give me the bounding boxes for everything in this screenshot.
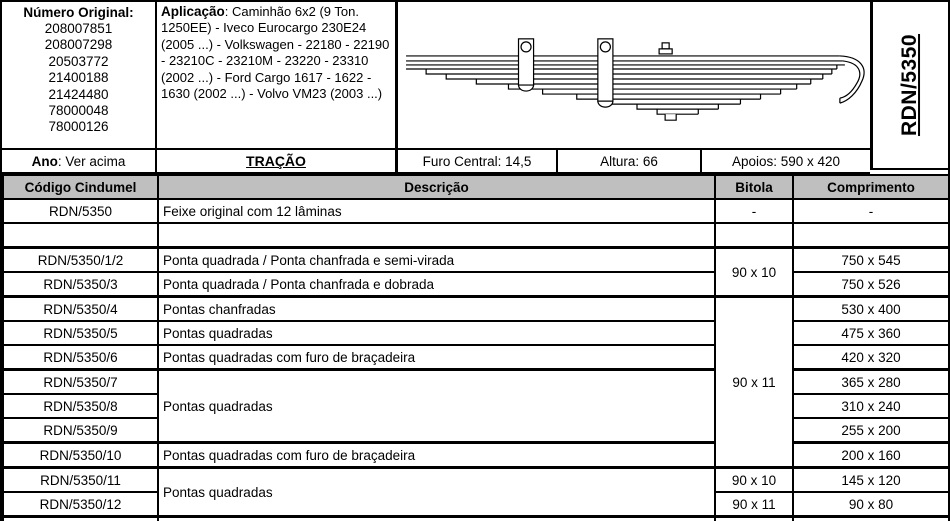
- leaf-stack-steps: [426, 69, 832, 114]
- original-number: 21400188: [48, 70, 109, 86]
- comp-cell: 255 x 200: [793, 418, 949, 443]
- code-cell: RDN/5350/8: [3, 394, 158, 418]
- desc-cell: Pontas quadradas: [158, 321, 715, 345]
- desc-cell: Pontas chanfradas: [158, 297, 715, 322]
- comp-cell: 365 x 280: [793, 370, 949, 395]
- original-number: 20503772: [48, 53, 109, 69]
- comp-cell: 200 x 160: [793, 443, 949, 468]
- table-row: [3, 345, 949, 370]
- code-cell: RDN/5350/10: [3, 443, 158, 468]
- comp-cell: 420 x 320: [793, 345, 949, 370]
- desc-cell: Ponta quadrada / Ponta chanfrada e dobrada: [158, 272, 715, 297]
- table-row: [3, 468, 949, 493]
- original-number: 21424480: [48, 86, 109, 102]
- parts-table: [2, 174, 950, 521]
- bitola-cell: -: [715, 199, 793, 223]
- height-cell: Altura: 66: [558, 150, 702, 174]
- code-cell: RDN/5350/1/2: [3, 248, 158, 273]
- th-code: Código Cindumel: [3, 175, 158, 199]
- comp-cell: 475 x 360: [793, 321, 949, 345]
- th-desc: Descrição: [158, 175, 715, 199]
- original-numbers-panel: [2, 2, 157, 150]
- application-label: Aplicação: [161, 4, 225, 19]
- clamp-left: [519, 39, 534, 91]
- table-row: [3, 199, 949, 223]
- desc-cell: Pontas quadradas: [158, 370, 715, 443]
- code-cell: RDN/5350/7: [3, 370, 158, 395]
- code-cell: RDN/5350/6: [3, 345, 158, 370]
- th-bitola: Bitola: [715, 175, 793, 199]
- original-number: 208007298: [44, 37, 113, 53]
- leaf-spring-drawing: [398, 2, 870, 148]
- leaf-end-hook: [840, 56, 864, 103]
- code-cell: RDN/5350/5: [3, 321, 158, 345]
- table-row: [3, 297, 949, 322]
- desc-cell: Feixe original com 12 lâminas: [158, 199, 715, 223]
- table-header-row: [3, 175, 949, 199]
- bottom-tab: [665, 114, 676, 120]
- code-cell: RDN/5350/4: [3, 297, 158, 322]
- model-code: RDN/5350: [898, 33, 922, 137]
- traction-cell: [157, 150, 398, 174]
- bitola-cell: 90 x 10: [715, 468, 793, 493]
- table-row: [3, 272, 949, 297]
- bitola-cell: 90 x 11: [715, 297, 793, 468]
- desc-cell: Pontas quadradas com furo de braçadeira: [158, 443, 715, 468]
- code-cell: RDN/5350: [3, 199, 158, 223]
- code-cell: RDN/5350/12: [3, 492, 158, 517]
- supports-cell: Apoios: 590 x 420: [702, 150, 870, 174]
- year-value: : Ver acima: [57, 153, 126, 169]
- original-number: 78000048: [48, 103, 109, 119]
- table-row: [3, 370, 949, 395]
- th-comp: Comprimento: [793, 175, 949, 199]
- original-numbers-label: Número Original:: [23, 5, 134, 20]
- comp-cell: 310 x 240: [793, 394, 949, 418]
- code-cell: [3, 223, 158, 248]
- center-hole-cell: Furo Central: 14,5: [398, 150, 558, 174]
- table-row: [3, 248, 949, 273]
- model-code-panel: [870, 2, 948, 170]
- leaf-stack-top: [406, 56, 845, 69]
- year-label: Ano: [31, 153, 58, 169]
- leaf-spring-drawing-panel: [398, 2, 870, 150]
- table-row: [3, 443, 949, 468]
- center-bolt: [659, 43, 672, 54]
- code-cell: RDN/5350/3: [3, 272, 158, 297]
- bitola-cell: 90 x 10: [715, 248, 793, 297]
- comp-cell: -: [793, 199, 949, 223]
- table-row-spacer: [3, 223, 949, 248]
- table-row: [3, 321, 949, 345]
- year-cell: [2, 150, 157, 174]
- original-number: 208007851: [44, 21, 113, 36]
- comp-cell: 530 x 400: [793, 297, 949, 322]
- code-cell: RDN/5350/11: [3, 468, 158, 493]
- clamp-right: [598, 39, 613, 107]
- comp-cell: 145 x 120: [793, 468, 949, 493]
- bitola-cell: 90 x 11: [715, 492, 793, 517]
- comp-cell: [793, 223, 949, 248]
- bitola-cell: [715, 223, 793, 248]
- code-cell: RDN/5350/9: [3, 418, 158, 443]
- traction-label: TRAÇÃO: [246, 153, 306, 169]
- desc-cell: [158, 223, 715, 248]
- application-panel: [157, 2, 398, 150]
- table-row-cutoff: [3, 517, 949, 521]
- desc-cell: Pontas quadradas: [158, 468, 715, 517]
- comp-cell: 750 x 526: [793, 272, 949, 297]
- application-text: : Caminhão 6x2 (9 Ton. 1250EE) - Iveco Eurocargo 230E24 (2005 ...) - Volkswagen - 22180 - 22190 - 23210C - 23210M - 23220 - 23310 (2002 ...) - Ford Cargo 1617 - 1622 - 1630 (2002 ...) - Volvo VM23 (2003 ...): [161, 4, 390, 102]
- comp-cell: 90 x 80: [793, 492, 949, 517]
- comp-cell: 750 x 545: [793, 248, 949, 273]
- original-number: 78000126: [48, 119, 109, 135]
- desc-cell: Pontas quadradas com furo de braçadeira: [158, 345, 715, 370]
- desc-cell: Ponta quadrada / Ponta chanfrada e semi-virada: [158, 248, 715, 273]
